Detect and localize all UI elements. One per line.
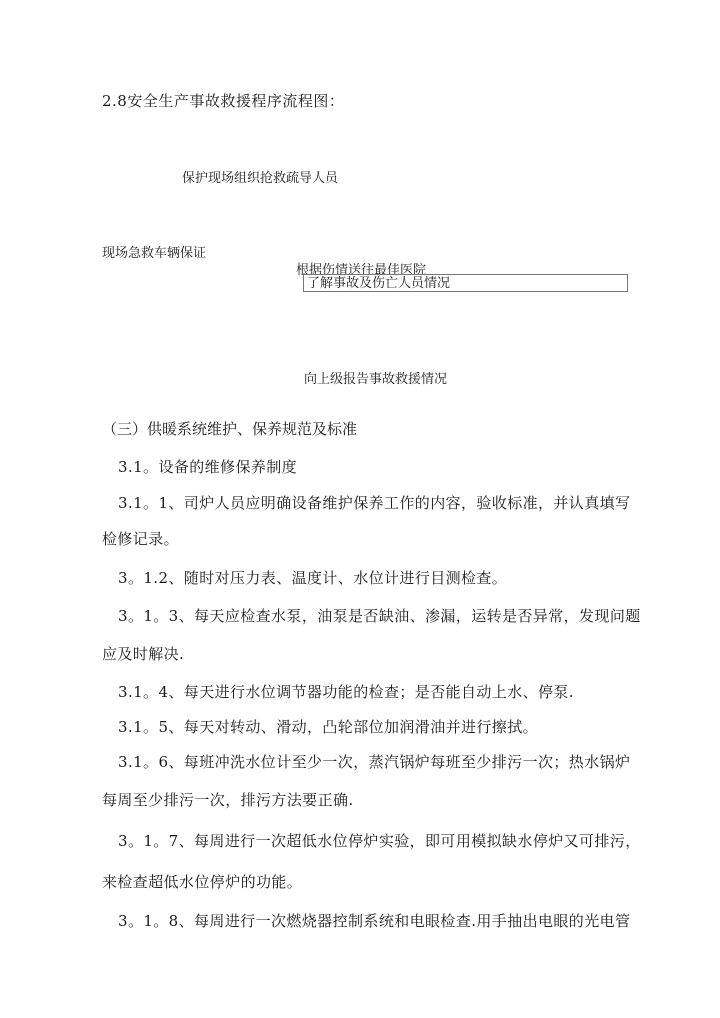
- paragraph-line: 3。1。8、每周进行一次燃烧器控制系统和电眼检查.用手抽出电眼的光电管: [118, 912, 631, 930]
- flowchart-heading: 2.8安全生产事故救援程序流程图：: [102, 92, 345, 110]
- paragraph-line: 3.1。4、每天进行水位调节器功能的检查；是否能自动上水、停泵.: [118, 683, 574, 701]
- paragraph-line: 来检查超低水位停炉的功能。: [102, 873, 303, 891]
- section-title: （三）供暖系统维护、保养规范及标准: [102, 420, 358, 438]
- paragraph-line: 3.1。6、每班冲洗水位计至少一次，蒸汽锅炉每班至少排污一次；热水锅炉: [118, 753, 631, 771]
- paragraph-line: 3。1.2、随时对压力表、温度计、水位计进行目测检查。: [118, 569, 508, 587]
- paragraph-line: 3.1。设备的维修保养制度: [118, 458, 298, 476]
- paragraph-line: 3。1。3、每天应检查水泵，油泵是否缺油、渗漏，运转是否异常，发现问题: [118, 607, 641, 625]
- flow-node-understand-accident: 了解事故及伤亡人员情况: [303, 274, 628, 292]
- paragraph-line: 应及时解决.: [102, 645, 185, 663]
- paragraph-line: 3.1。5、每天对转动、滑动，凸轮部位加润滑油并进行擦拭。: [118, 718, 539, 736]
- flow-node-ambulance: 现场急救车辆保证: [102, 246, 207, 261]
- flow-node-protect-scene: 保护现场组织抢救疏导人员: [182, 171, 339, 186]
- paragraph-line: 3.1。1、司炉人员应明确设备维护保养工作的内容，验收标准，并认真填写: [118, 494, 631, 512]
- flow-node-report-superior: 向上级报告事故救援情况: [304, 372, 448, 387]
- paragraph-line: 检修记录。: [102, 530, 180, 548]
- flow-node-hospital: 根据伤情送往最佳医院: [296, 263, 427, 278]
- paragraph-line: 每周至少排污一次，排污方法要正确.: [102, 791, 354, 809]
- paragraph-line: 3。1。7、每周进行一次超低水位停炉实验，即可用模拟缺水停炉又可排污，: [118, 832, 641, 850]
